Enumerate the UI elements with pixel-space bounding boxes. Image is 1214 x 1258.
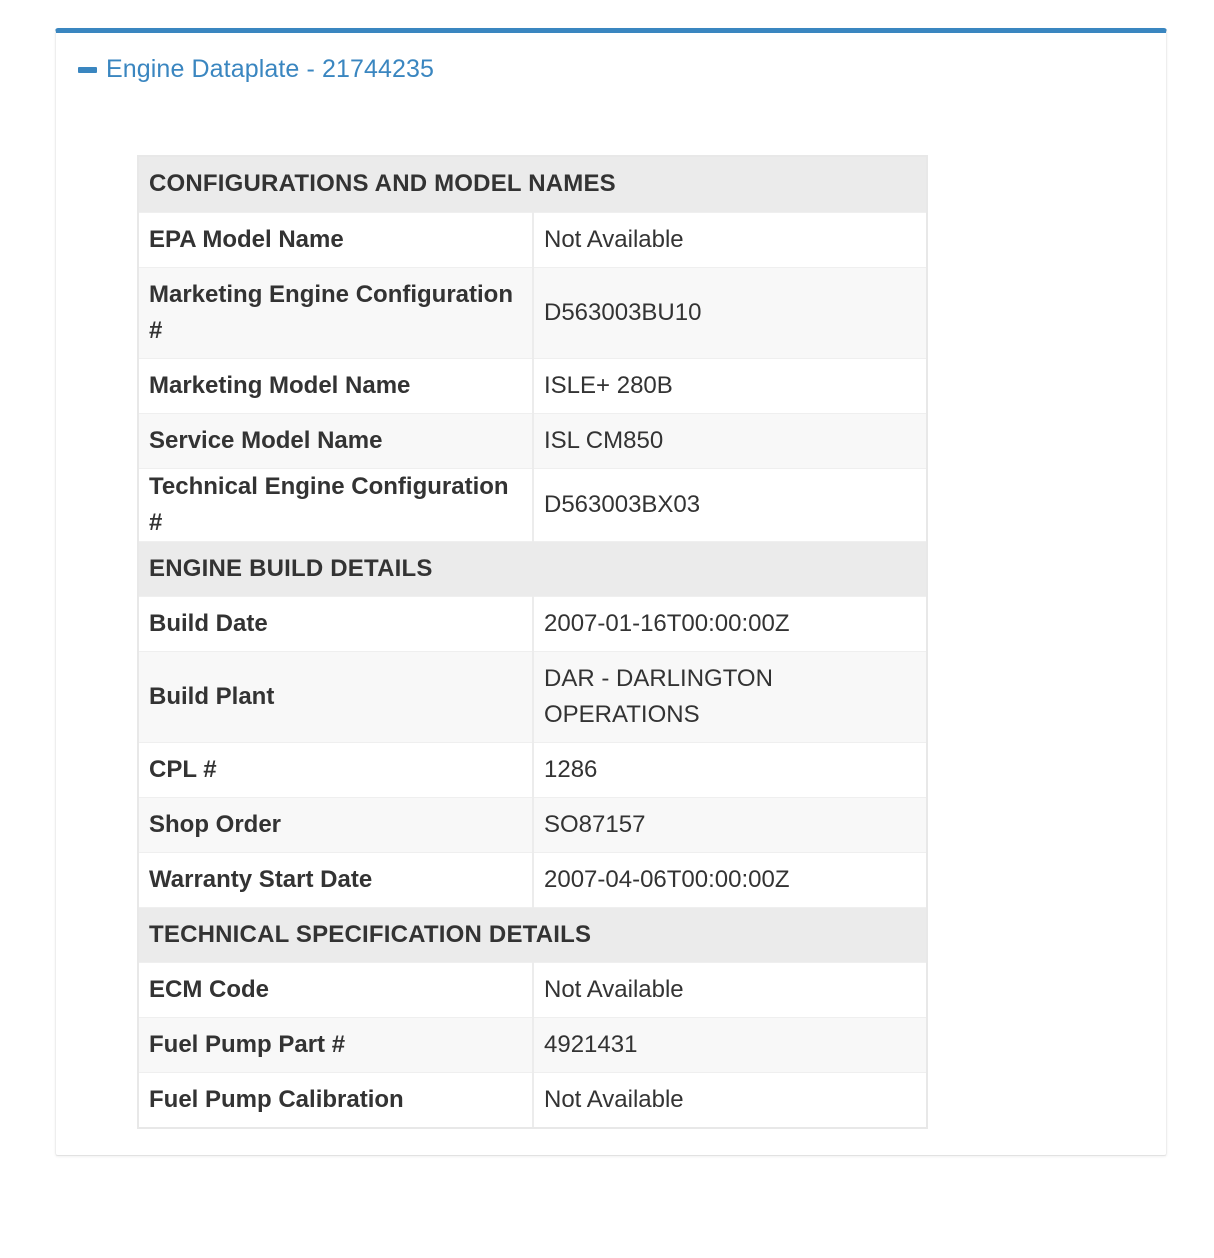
panel-title-prefix: Engine Dataplate	[106, 55, 300, 83]
row-value: 4921431	[533, 1017, 926, 1072]
row-label: Marketing Engine Configuration #	[139, 267, 533, 358]
panel-title[interactable]	[106, 55, 434, 84]
engine-serial-number: 21744235	[321, 55, 434, 83]
row-value: DAR - DARLINGTON OPERATIONS	[533, 651, 926, 742]
row-label: Service Model Name	[139, 413, 533, 468]
row-label: Technical Engine Configuration #	[139, 468, 533, 541]
row-label: Shop Order	[139, 797, 533, 852]
table-row	[139, 852, 926, 907]
row-label: EPA Model Name	[139, 212, 533, 267]
row-label: Fuel Pump Part #	[139, 1017, 533, 1072]
row-value: SO87157	[533, 797, 926, 852]
row-value: Not Available	[533, 1072, 926, 1127]
row-label: Build Date	[139, 596, 533, 651]
table-row	[139, 596, 926, 651]
table-row	[139, 962, 926, 1017]
section-header-row	[139, 907, 926, 962]
row-label: CPL #	[139, 742, 533, 797]
row-value: Not Available	[533, 212, 926, 267]
row-value: ISL CM850	[533, 413, 926, 468]
table-row	[139, 797, 926, 852]
section-header-row	[139, 157, 926, 212]
table-row	[139, 468, 926, 541]
row-value: D563003BX03	[533, 468, 926, 541]
table-row	[139, 212, 926, 267]
dataplate-table-container	[137, 155, 928, 1129]
table-row	[139, 413, 926, 468]
minus-icon[interactable]	[78, 67, 97, 73]
table-row	[139, 267, 926, 358]
row-value: D563003BU10	[533, 267, 926, 358]
row-value: ISLE+ 280B	[533, 358, 926, 413]
section-header-row	[139, 541, 926, 596]
dataplate-table	[139, 157, 926, 1127]
panel-title-separator: -	[299, 55, 322, 83]
row-label: Build Plant	[139, 651, 533, 742]
table-row	[139, 1072, 926, 1127]
table-row	[139, 358, 926, 413]
engine-dataplate-panel	[55, 28, 1167, 1156]
row-value: Not Available	[533, 962, 926, 1017]
row-value: 2007-01-16T00:00:00Z	[533, 596, 926, 651]
table-row	[139, 1017, 926, 1072]
row-label: Fuel Pump Calibration	[139, 1072, 533, 1127]
table-row	[139, 742, 926, 797]
table-row	[139, 651, 926, 742]
panel-toggle[interactable]	[78, 55, 434, 84]
section-heading: ENGINE BUILD DETAILS	[139, 541, 926, 596]
row-value: 1286	[533, 742, 926, 797]
row-value: 2007-04-06T00:00:00Z	[533, 852, 926, 907]
row-label: ECM Code	[139, 962, 533, 1017]
row-label: Warranty Start Date	[139, 852, 533, 907]
section-heading: TECHNICAL SPECIFICATION DETAILS	[139, 907, 926, 962]
row-label: Marketing Model Name	[139, 358, 533, 413]
section-heading: CONFIGURATIONS AND MODEL NAMES	[139, 157, 926, 212]
